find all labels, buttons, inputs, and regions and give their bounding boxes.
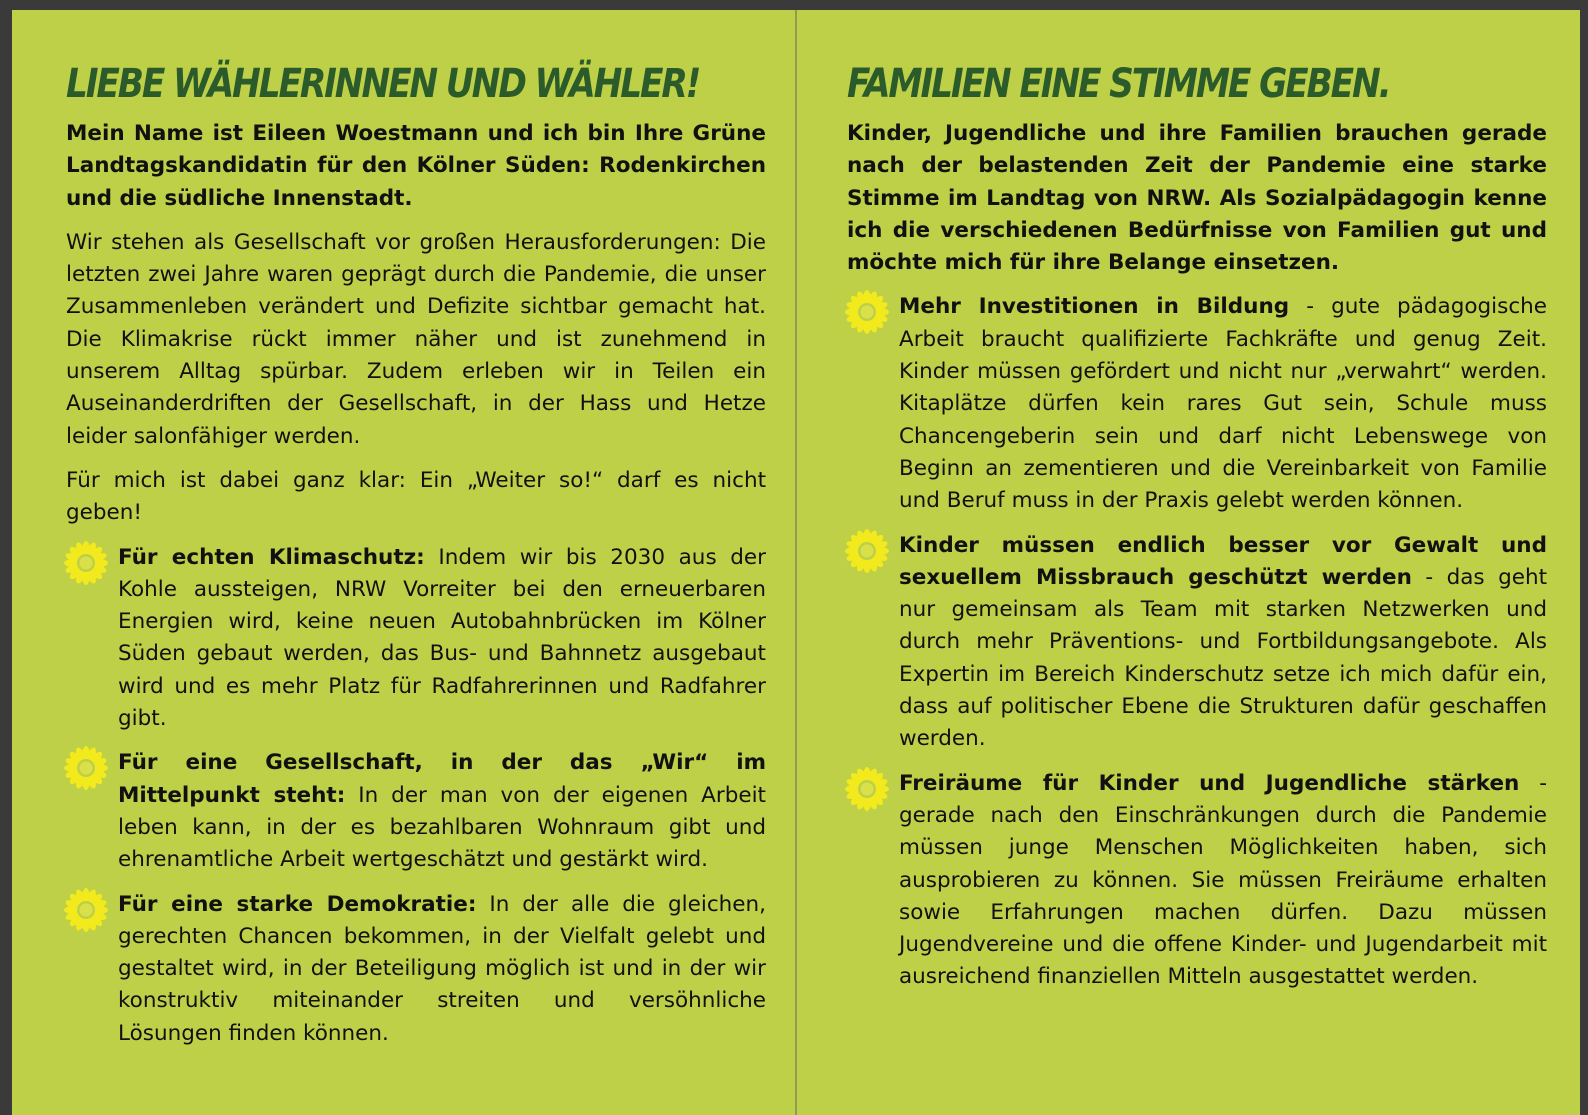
left-intro-lead: Mein Name ist Eileen Woestmann und ich bin Ihre Grüne Landtagskandidatin für den Kölner Süden: Rodenkirchen und die südliche Innenstadt.: [66, 121, 766, 211]
right-page-title: FAMILIEN EINE STIMME GEBEN.: [847, 61, 1390, 107]
bullet-heading: Für echten Klimaschutz:: [118, 544, 425, 570]
bullet-heading: Freiräume für Kinder und Jugendliche stärken: [899, 770, 1520, 796]
left-paragraph-challenges: Wir stehen als Gesellschaft vor großen Herausforderungen: Die letzten zwei Jahre waren geprägt durch die Pandemie, die unser Zusammenleben verändert und Defizite sichtbar gemacht hat. Die Klimakrise rückt immer näher und ist zunehmend in unserem Alltag spürbar. Zudem erleben wir in Teilen ein Auseinanderdriften der Gesellschaft, in der Hass und Hetze leider salonfähiger werden.: [66, 229, 766, 449]
sunflower-icon: [844, 528, 890, 574]
bullet-heading: Für eine starke Demokratie:: [118, 891, 477, 917]
bullet-heading: Mehr Investitionen in Bildung: [899, 294, 1290, 320]
right-intro-lead: Kinder, Jugendliche und ihre Familien brauchen gerade nach der belastenden Zeit der Pandemie eine starke Stimme im Landtag von NRW. Als Sozialpädagogin kenne ich die verschiedenen Bedürfnisse von Familien gut und möchte mich für ihre Belange einsetzen.: [847, 121, 1547, 276]
left-paragraph-statement: Für mich ist dabei ganz klar: Ein „Weiter so!“ darf es nicht geben!: [66, 467, 766, 526]
sunflower-icon: [844, 766, 890, 812]
sunflower-icon: [63, 540, 109, 586]
page-fold-divider: [795, 10, 797, 1115]
bullet-item-klimaschutz: [66, 542, 766, 736]
bullet-item-kinderschutz: [847, 530, 1547, 756]
bullet-text: In der man von der eigenen Arbeit leben kann, in der es bezahlbaren Wohnraum gibt und ehrenamtliche Arbeit wertgeschätzt und gestärkt wird.: [118, 782, 766, 873]
bullet-text: - gute pädagogische Arbeit braucht qualifizierte Fachkräfte und genug Zeit. Kinder müssen gefördert und nicht nur „verwahrt“ werden. Kitaplätze dürfen kein rares Gut sein, Schule muss Chancengeberin sein und darf nicht Lebenswege von Beginn an zementieren und die Vereinbarkeit von Familie und Beruf muss in der Praxis gelebt werden können.: [899, 294, 1548, 514]
right-page: [847, 10, 1547, 1006]
bullet-item-freiraeume: [847, 768, 1547, 994]
bullet-text: In der alle die gleichen, gerechten Chancen bekommen, in der Vielfalt gelebt und gestaltet wird, in der Beteiligung möglich ist und in der wir konstruktiv miteinander streiten und versöhnliche Lösungen finden können.: [118, 891, 766, 1046]
left-page-title: LIEBE WÄHLERINNEN UND WÄHLER!: [66, 61, 700, 107]
bullet-heading: Kinder müssen endlich besser vor Gewalt und sexuellem Missbrauch geschützt werden: [899, 532, 1547, 590]
bullet-text: - das geht nur gemeinsam als Team mit starken Netzwerken und durch mehr Präventions- und Fortbildungsangebote. Als Expertin im Bereich Kinderschutz setze ich mich dafür ein, dass auf politischer Ebene die Strukturen dafür geschaffen werden.: [899, 564, 1547, 752]
bullet-item-bildung: [847, 291, 1547, 517]
sunflower-icon: [63, 887, 109, 933]
bullet-heading: Für eine Gesellschaft, in der das „Wir“ im Mittelpunkt steht:: [118, 750, 766, 808]
left-page: [66, 10, 766, 1062]
sunflower-icon: [844, 289, 890, 335]
sunflower-icon: [63, 745, 109, 791]
bullet-item-gesellschaft: [66, 747, 766, 876]
bullet-text: - gerade nach den Einschränkungen durch die Pandemie müssen junge Menschen Möglichkeiten haben, sich ausprobieren zu können. Sie müssen Freiräume erhalten sowie Erfahrungen machen dürfen. Dazu müssen Jugendvereine und die offene Kinder- und Jugendarbeit mit ausreichend finanziellen Mitteln ausgestattet werden.: [899, 770, 1548, 990]
bullet-item-demokratie: [66, 889, 766, 1050]
bullet-text: Indem wir bis 2030 aus der Kohle aussteigen, NRW Vorreiter bei den erneuerbaren Energien wird, keine neuen Autobahnbrücken im Kölner Süden gebaut werden, das Bus- und Bahnnetz ausgebaut wird und es mehr Platz für Radfahrerinnen und Radfahrer gibt.: [118, 544, 766, 732]
